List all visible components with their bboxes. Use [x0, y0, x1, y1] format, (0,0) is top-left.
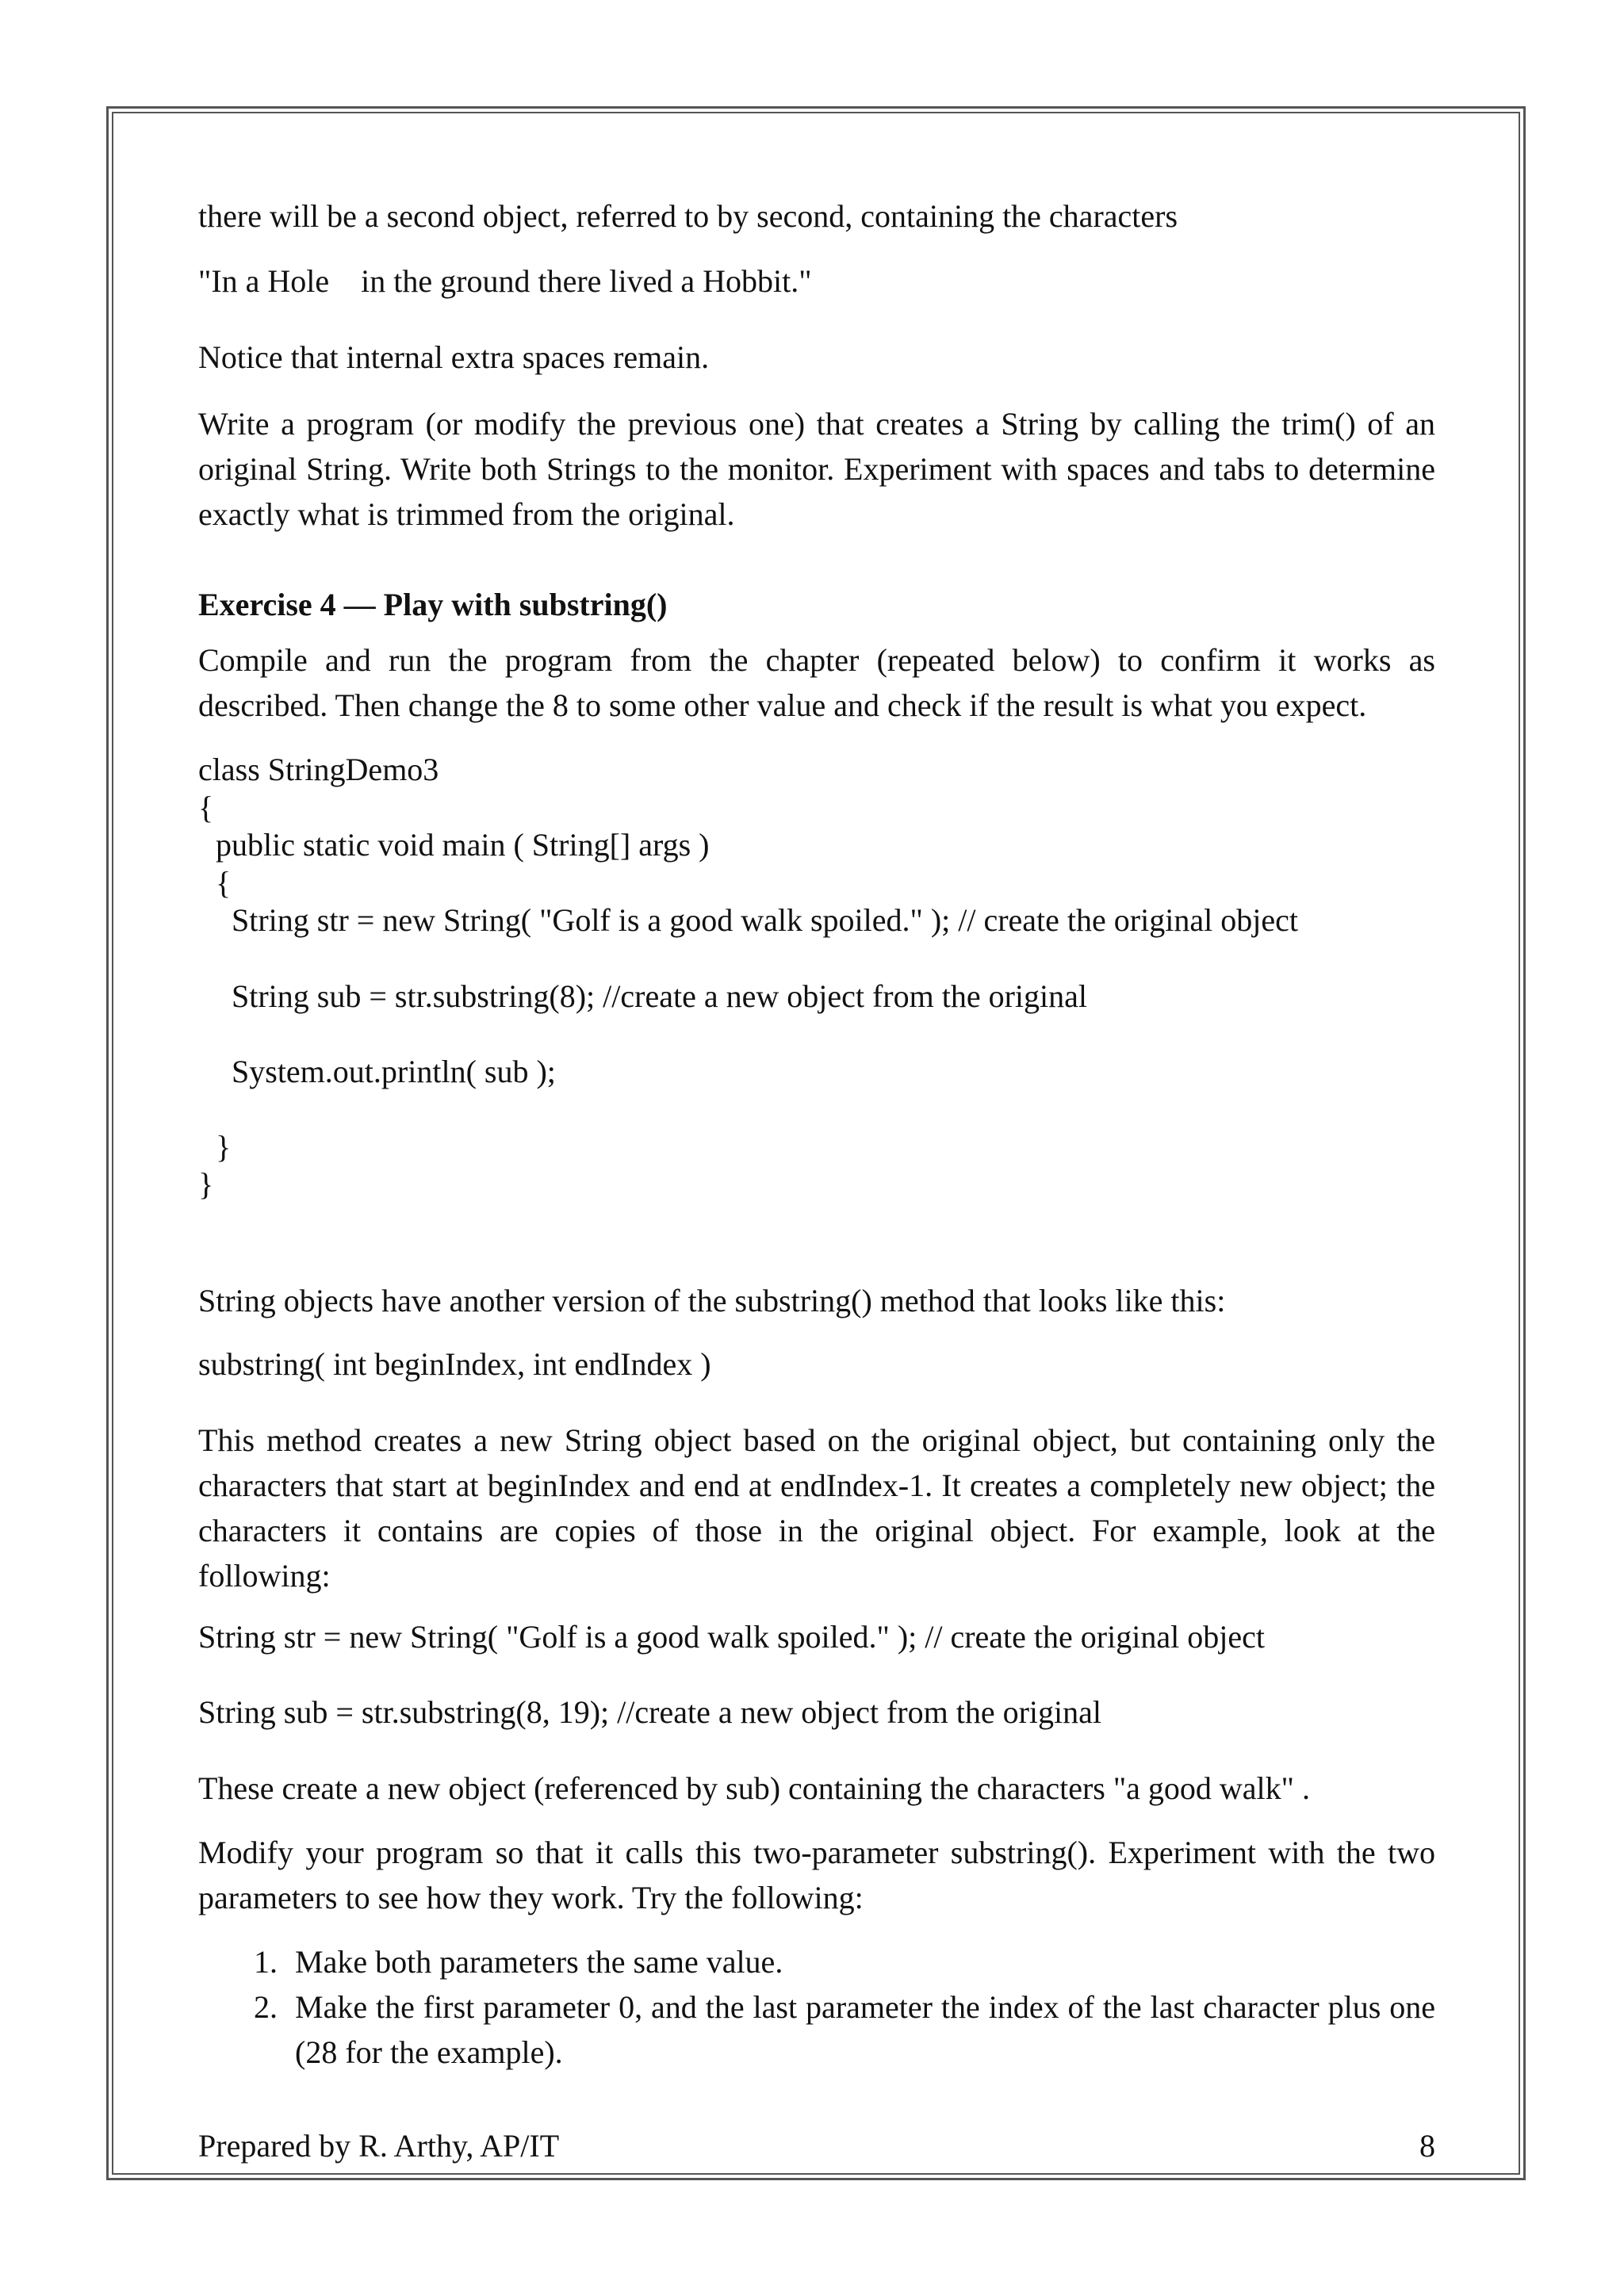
list-item-number: 2.: [254, 1989, 278, 2025]
footer-author: Prepared by R. Arthy, AP/IT: [198, 2128, 560, 2164]
example-sub-line: String sub = str.substring(8, 19); //create a new object from the original: [198, 1694, 1101, 1730]
write-program-paragraph: Write a program (or modify the previous one) that creates a String by calling the trim() of an original String. Write both Strings to the monitor. Experiment with spaces and tabs to determine exactly what is trimmed from the original.: [198, 406, 1435, 532]
code-close-brace: }: [198, 1166, 214, 1202]
list-item-number: 1.: [254, 1944, 278, 1980]
substring2-intro: String objects have another version of the substring() method that looks like this:: [198, 1283, 1226, 1318]
quote-line: "In a Hole in the ground there lived a Hobbit.": [198, 263, 812, 299]
list-item: Make the first parameter 0, and the last parameter the index of the last character plus one (28 for the example).: [295, 1989, 1435, 2070]
exercise4-heading: Exercise 4 — Play with substring(): [198, 587, 668, 622]
page-number: 8: [1419, 2128, 1435, 2164]
exercise4-intro: Compile and run the program from the chapter (repeated below) to confirm it works as described. Then change the 8 to some other value and check if the result is what you expect.: [198, 642, 1435, 723]
code-print-line: System.out.println( sub );: [232, 1054, 556, 1089]
substring2-signature: substring( int beginIndex, int endIndex ): [198, 1346, 711, 1382]
code-main-line: public static void main ( String[] args ): [216, 827, 710, 863]
intro-line: there will be a second object, referred to by second, containing the characters: [198, 198, 1178, 234]
list-item: Make both parameters the same value.: [295, 1944, 783, 1980]
example-str-line: String str = new String( "Golf is a good walk spoiled." ); // create the original object: [198, 1619, 1265, 1655]
code-open-brace: {: [198, 790, 214, 825]
notice-text: Notice that internal extra spaces remain.: [198, 339, 710, 375]
code-str-line: String str = new String( "Golf is a good walk spoiled." ); // create the original object: [232, 902, 1298, 938]
code-main-close-brace: }: [216, 1129, 232, 1165]
code-main-open-brace: {: [216, 865, 232, 901]
substring2-description: This method creates a new String object based on the original object, but containing only the characters that start at beginIndex and end at endIndex-1. It creates a completely new object; the characters it contains are copies of those in the original object. For example, look at the following:: [198, 1422, 1435, 1594]
code-class-line: class StringDemo3: [198, 752, 439, 787]
code-sub-line: String sub = str.substring(8); //create a new object from the original: [232, 978, 1087, 1014]
substring2-modify: Modify your program so that it calls this two-parameter substring(). Experiment with the two parameters to see how they work. Try the following:: [198, 1835, 1435, 1915]
substring2-result: These create a new object (referenced by sub) containing the characters "a good walk" .: [198, 1770, 1310, 1806]
